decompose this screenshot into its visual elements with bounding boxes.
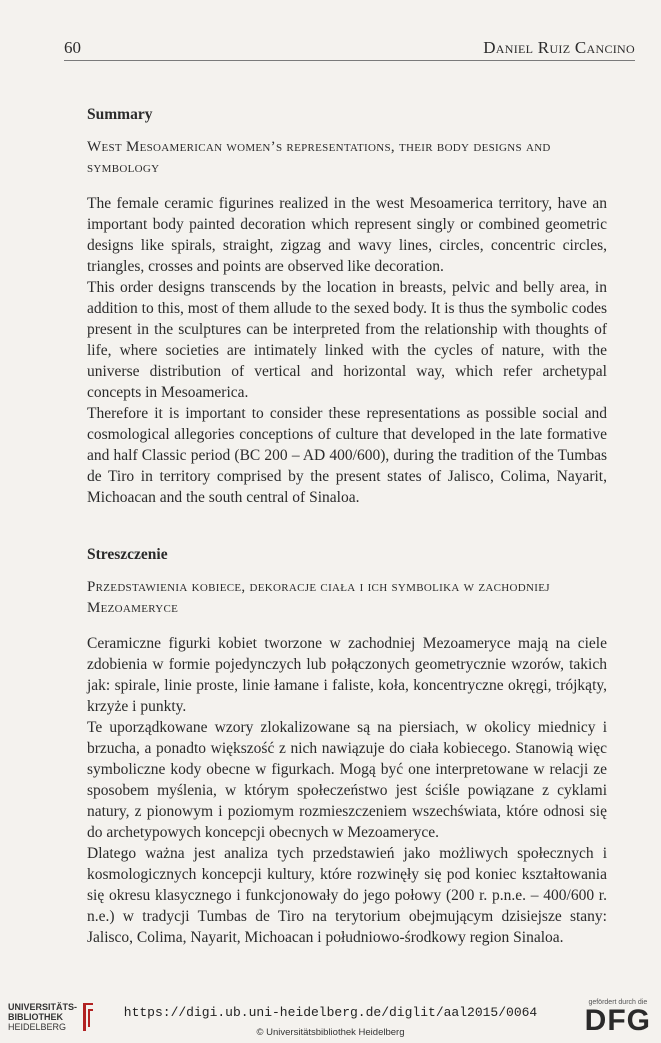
- summary-body: [87, 193, 607, 508]
- summary-paragraph: This order designs transcends by the location in breasts, pelvic and belly area, in addition to this, most of them allude to the sexed body. It is thus the symbolic codes present in the sculptures can be interpreted from the relationship with thoughts of life, where societies are intimately linked with the cycles of nature, with the universe distribution of vertical and horizontal way, which refer archetypal concepts in Mesoamerica.: [87, 279, 607, 401]
- library-name-line: HEIDELBERG: [8, 1022, 67, 1032]
- dfg-logo[interactable]: [585, 999, 651, 1036]
- streszczenie-paragraph: Ceramiczne figurki kobiet tworzone w zachodniej Mezoameryce mają na ciele zdobienia w formie pojedynczych lub połączonych geometrycznie wzorów, takich jak: spirale, linie proste, linie łamane i faliste, koła, koncentryczne okręgi, trójkąty, krzyże i punkty.: [87, 635, 607, 715]
- streszczenie-paragraph: Te uporządkowane wzory zlokalizowane są na piersiach, w okolicy miednicy i brzucha, a ponadto większość z nich nawiązuje do ciała kobiecego. Stanowią więc symboliczne kody obecne w figurkach. Mogą być one interpretowane w relacji ze sposobem myślenia, w którym społeczeństwo jest ściśle powiązane z cyklami natury, z pionowym i poziomym rozmieszczeniem wszechświata, które odnosi się do archetypowych koncepcji obecnych w Mezoameryce.: [87, 719, 607, 841]
- streszczenie-title: Przedstawienia kobiece, dekoracje ciała i ich symbolika w zachodniej Mezoameryce: [87, 579, 550, 616]
- copyright-text: © Universitätsbibliothek Heidelberg: [256, 1027, 405, 1038]
- library-name-line: UNIVERSITÄTS-: [8, 1002, 78, 1012]
- summary-section: [87, 106, 607, 508]
- streszczenie-heading: Streszczenie: [87, 546, 168, 563]
- header-rule: [64, 60, 635, 61]
- summary-heading: Summary: [87, 106, 153, 123]
- summary-title: West Mesoamerican women’s representations, their body designs and symbology: [87, 139, 551, 176]
- funding-note: gefördert durch die: [588, 999, 648, 1006]
- page-number: 60: [64, 38, 81, 57]
- running-head: Daniel Ruiz Cancino: [483, 38, 635, 57]
- summary-paragraph: Therefore it is important to consider these representations as possible social and cosmological allegories conceptions of culture that developed in the late formative and half Classic period (BC 200 – AD 400/600), during the tradition of the Tumbas de Tiro in territory comprised by the present states of Jalisco, Colima, Nayarit, Michoacan and the south central of Sinaloa.: [87, 405, 607, 506]
- streszczenie-body: [87, 633, 607, 948]
- streszczenie-section: [87, 546, 607, 948]
- library-name-line: BIBLIOTHEK: [8, 1012, 63, 1022]
- document-url-link[interactable]: https://digi.ub.uni-heidelberg.de/diglit/aal2015/0064: [123, 1005, 538, 1020]
- summary-paragraph: The female ceramic figurines realized in the west Mesoamerica territory, have an important body painted decoration which represent singly or combined geometric designs like spirals, straight, zigzag and wavy lines, circles, concentric circles, triangles, crosses and points are observed like decoration.: [87, 195, 607, 275]
- streszczenie-paragraph: Dlatego ważna jest analiza tych przedstawień jako możliwych społecznych i kosmologicznych koncepcji kultury, które rozwinęły się pod koniec kształtowania się okresu klasycznego i funkcjonowały do jego połowy (200 r. p.n.e. – 400/600 r. n.e.) w tradycji Tumbas de Tiro na terytorium obejmującym dzisiejsze stany: Jalisco, Colima, Nayarit, Michoacan i południowo-środkowy region Sinaloa.: [87, 845, 607, 946]
- dfg-logo-text: DFG: [584, 1004, 651, 1037]
